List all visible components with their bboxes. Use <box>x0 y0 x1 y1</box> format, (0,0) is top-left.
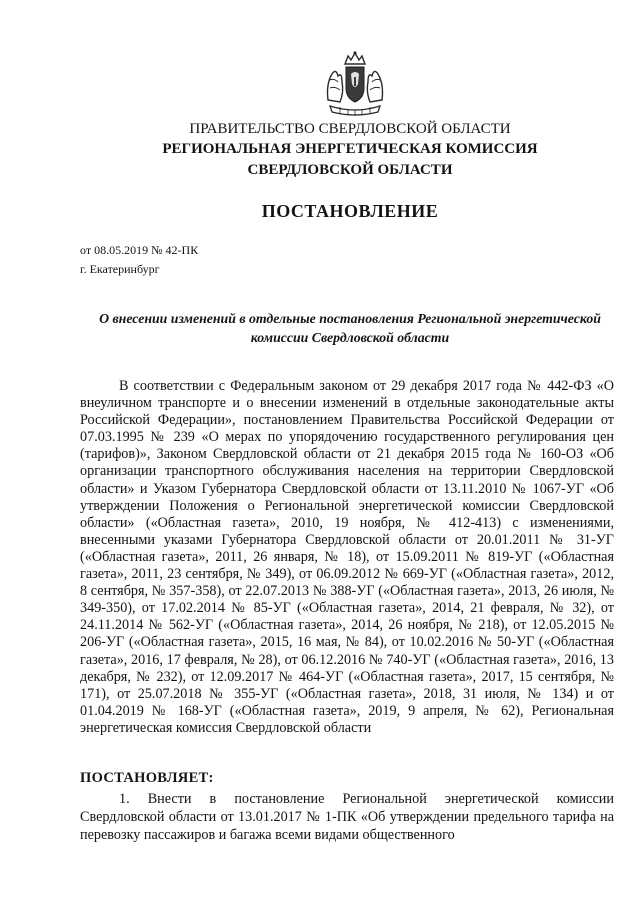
government-name: ПРАВИТЕЛЬСТВО СВЕРДЛОВСКОЙ ОБЛАСТИ <box>189 121 511 137</box>
preamble-paragraph: В соответствии с Федеральным законом от 29 декабря 2017 года № 442-ФЗ «О внеуличном транспорте и о внесении изменений в отдельные законодательные акты Российской Федерации», постановлением Правительства Российской Федерации от 07.03.1995 № 239 «О мерах по упорядочению государственного регулирования цен (тарифов)», Законом Свердловской области от 21 декабря 2015 года № 160-ОЗ «Об организации транспортного обслуживания населения на территории Свердловской области» и Указом Губернатора Свердловской области от 13.11.2010 № 1067-УГ «Об утверждении Положения о Региональной энергетической комиссии Свердловской области» («Областная газета», 2010, 19 ноября, № 412-413) с изменениями, внесенными указами Губернатора Свердловской области от 20.01.2011 № 31-УГ («Областная газета», 2011, 26 января, № 18), от 15.09.2011 № 819-УГ («Областная газета», 2011, 23 сентября, № 349), от 06.09.2012 № 669-УГ («Областная газета», 2012, 8 сентября, № 357-358), от 22.07.2013 № 388-УГ («Областная газета», 2013, 26 июля, № 349-350), от 17.02.2014 № 85-УГ («Областная газета», 2014, 21 февраля, № 32), от 24.11.2014 № 562-УГ («Областная газета», 2014, 26 ноября, № 218), от 12.05.2015 № 206-УГ («Областная газета», 2015, 16 мая, № 84), от 10.02.2016 № 50-УГ («Областная газета», 2016, 17 февраля, № 28), от 06.12.2016 № 740-УГ («Областная газета», 2016, 13 декабря, № 232), от 12.09.2017 № 464-УГ («Областная газета», 2017, 15 сентября, № 171), от 25.07.2018 № 355-УГ («Областная газета», 2018, 31 июля, № 134) и от 01.04.2019 № 168-УГ («Областная газета», 2019, 9 апреля, № 62), Региональная энергетическая комиссия Свердловской области <box>80 378 614 736</box>
commission-name-line2: СВЕРДЛОВСКОЙ ОБЛАСТИ <box>247 162 453 178</box>
decree-item-1: 1. Внести в постановление Региональной энергетической комиссии Свердловской области от 13.01.2017 № 1-ПК «Об утверждении предельного тарифа на перевозку пассажиров и багажа всеми видами общественного <box>80 791 614 843</box>
preamble-section <box>80 378 614 737</box>
document-subject: О внесении изменений в отдельные постановления Региональной энергетической комиссии Свердловской области <box>99 311 601 345</box>
document-city: г. Екатеринбург <box>80 262 160 276</box>
decree-heading: ПОСТАНОВЛЯЕТ: <box>80 770 214 786</box>
document-type-title: ПОСТАНОВЛЕНИЕ <box>261 201 439 221</box>
document-date-number: от 08.05.2019 № 42-ПК <box>80 243 199 257</box>
commission-name-line1: РЕГИОНАЛЬНАЯ ЭНЕРГЕТИЧЕСКАЯ КОМИССИЯ <box>162 141 538 157</box>
decree-items <box>80 790 614 844</box>
coat-of-arms-emblem <box>318 50 392 118</box>
